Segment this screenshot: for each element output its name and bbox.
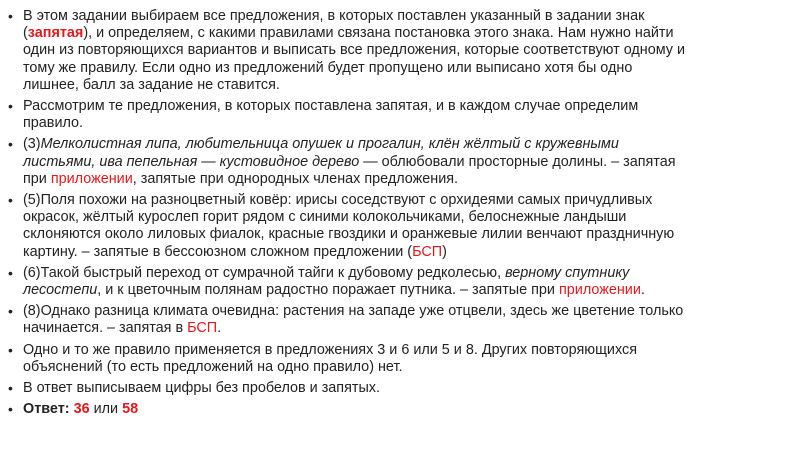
text-line — [23, 136, 794, 153]
text-line — [23, 154, 794, 171]
bullet-dot-icon: • — [8, 341, 13, 358]
text-fragment: . — [217, 320, 222, 337]
paragraph-sentence-5 — [8, 192, 794, 261]
paragraph-consider-sentences — [8, 98, 794, 132]
bullet-dot-icon: • — [8, 380, 13, 397]
text-fragment: при — [23, 170, 51, 187]
text-line — [23, 282, 794, 299]
paragraph-sentence-6 — [8, 265, 794, 299]
highlight-comma-term: запятая — [27, 25, 84, 42]
italic-quote: Мелколистная липа, любительница опушек и прогалин, клён жёлтый с кружевными — [40, 136, 619, 153]
bullet-list — [8, 8, 794, 422]
bullet-dot-icon: • — [8, 303, 13, 320]
text-line: склоняются около лиловых фиалок, красные гвоздики и оранжевые лилии венчают праздничную — [23, 226, 675, 243]
bullet-dot-icon: • — [8, 136, 13, 153]
italic-quote: верному спутнику — [505, 264, 630, 281]
bullet-dot-icon: • — [8, 8, 13, 24]
text-line — [23, 401, 794, 418]
text-fragment: ( — [23, 25, 28, 42]
text-fragment: . — [640, 282, 645, 299]
text-fragment: , и к цветочным полянам радостно поражает путника. – запятые при — [97, 282, 559, 299]
bullet-dot-icon: • — [8, 192, 13, 209]
text-fragment: (6)Такой быстрый переход от сумрачной тайги к дубовому редколесью, — [23, 264, 506, 281]
paragraph-sentence-3 — [8, 136, 794, 188]
paragraph-answer — [8, 401, 794, 418]
text-line: В ответ выписываем цифры без пробелов и запятых. — [23, 380, 381, 397]
text-line: (5)Поля похожи на разноцветный ковёр: ирисы соседствуют с орхидеями самых причудливых — [23, 192, 653, 209]
text-fragment: — облюбовали просторные долины. – запятая — [359, 153, 676, 170]
highlight-bsp-term: БСП — [412, 243, 443, 260]
text-line: окрасок, жёлтый куроcлеп горит рядом с синими колокольчиками, белоснежные ландыши — [23, 209, 627, 226]
text-line: объяснений (то есть предложений на одно правило) нет. — [23, 358, 403, 375]
paragraph-task-description — [8, 8, 794, 94]
text-line: Рассмотрим те предложения, в которых поставлена запятая, и в каждом случае определим — [23, 98, 639, 115]
text-line: В этом задании выбираем все предложения, в которых поставлен указанный в задании знак — [23, 8, 645, 24]
bullet-dot-icon: • — [8, 98, 13, 115]
sentence-number: (3) — [23, 136, 41, 153]
highlight-apposition-term: приложении — [50, 170, 133, 187]
paragraph-rule-summary — [8, 342, 794, 376]
text-line: лишнее, балл за задание не ставится. — [23, 76, 280, 93]
bullet-dot-icon: • — [8, 401, 13, 418]
highlight-apposition-term: приложении — [558, 282, 641, 299]
text-line — [23, 171, 794, 188]
text-line — [23, 320, 794, 337]
text-line — [23, 265, 794, 282]
italic-quote: листьями, ива пепельная — кустовидное дерево — [23, 153, 360, 170]
paragraph-sentence-8 — [8, 303, 794, 337]
text-line: правило. — [23, 115, 84, 132]
answer-or: или — [89, 401, 123, 418]
italic-quote: лесостепи — [23, 282, 98, 299]
answer-value-2: 58 — [122, 401, 139, 418]
text-line: тому же правилу. Если одно из предложений будет пропущено или выписано хотя бы одно — [23, 59, 633, 76]
highlight-bsp-term: БСП — [187, 320, 218, 337]
answer-value-1: 36 — [73, 401, 90, 418]
text-fragment: начинается. – запятая в — [23, 320, 188, 337]
text-line — [23, 244, 794, 261]
text-line: один из повторяющихся вариантов и выписать все предложения, которые соответствуют одному и — [23, 42, 686, 59]
bullet-dot-icon: • — [8, 264, 13, 281]
text-line: Одно и то же правило применяется в предложениях 3 и 6 или 5 и 8. Других повторяющихся — [23, 341, 637, 358]
paragraph-answer-format — [8, 380, 794, 397]
text-line: (8)Однако разница климата очевидна: растения на западе уже отцвели, здесь же цветение только — [23, 303, 684, 320]
answer-label: Ответ: — [23, 401, 70, 418]
text-fragment: , запятые при однородных членах предложения. — [132, 170, 459, 187]
text-fragment: ), и определяем, с какими правилами связана постановка этого знака. Нам нужно найти — [83, 25, 674, 42]
text-line — [23, 25, 794, 42]
text-fragment: ) — [442, 243, 447, 260]
text-fragment: картину. – запятые в бессоюзном сложном предложении ( — [23, 243, 413, 260]
